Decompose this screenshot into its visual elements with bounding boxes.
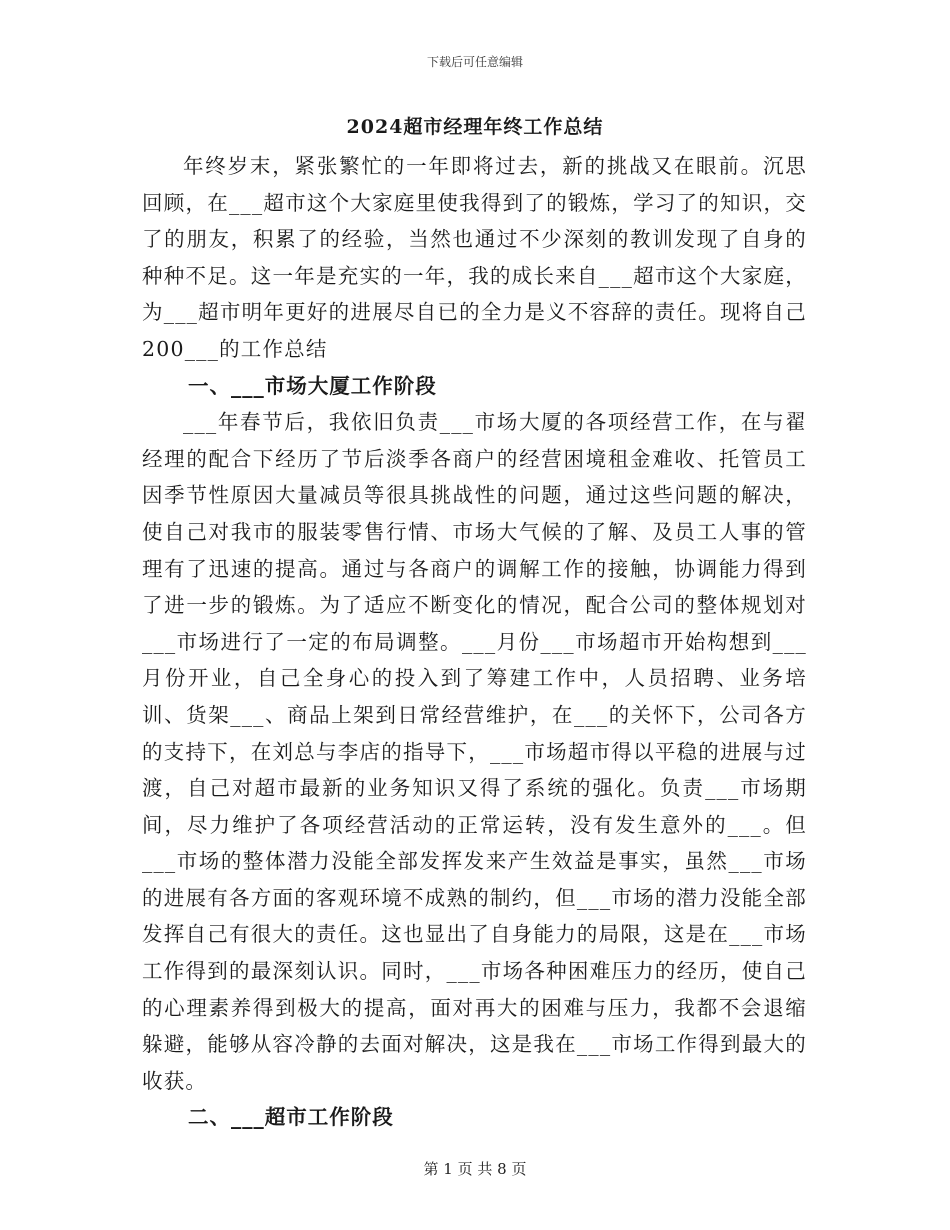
page-number-footer: 第 1 页 共 8 页: [423, 1160, 527, 1178]
section-1-paragraph: ___年春节后，我依旧负责___市场大厦的各项经营工作，在与翟经理的配合下经历了节后淡季各商户的经营困境租金难收、托管员工因季节性原因大量减员等很具挑战性的问题，通过这些问题的解决，使自己对我市的服装零售行情、市场大气候的了解、及员工人事的管理有了迅速的提高。通过与各商户的调解工作的接触，协调能力得到了进一步的锻炼。为了适应不断变化的情况，配合公司的整体规划对___市场进行了一定的布局调整。___月份___市场超市开始构想到___月份开业，自己全身心的投入到了筹建工作中，人员招聘、业务培训、货架___、商品上架到日常经营维护，在___的关怀下，公司各方的支持下，在刘总与李店的指导下，___市场超市得以平稳的进展与过渡，自己对超市最新的业务知识又得了系统的强化。负责___市场期间，尽力维护了各项经营活动的正常运转，没有发生意外的___。但___市场的整体潜力没能全部发挥发来产生效益是事实，虽然___市场的进展有各方面的客观环境不成熟的制约，但___市场的潜力没能全部发挥自己有很大的责任。这也显出了自身能力的局限，这是在___市场工作得到的最深刻认识。同时，___市场各种困难压力的经历，使自己的心理素养得到极大的提高，面对再大的困难与压力，我都不会退缩躲避，能够从容冷静的去面对解决，这是我在___市场工作得到最大的收获。: [142, 410, 807, 1093]
intro-paragraph: 年终岁末，紧张繁忙的一年即将过去，新的挑战又在眼前。沉思回顾，在___超市这个大家庭里使我得到了的锻炼，学习了的知识，交了的朋友，积累了的经验，当然也通过不少深刻的教训发现了自身的种种不足。这一年是充实的一年，我的成长来自___超市这个大家庭，为___超市明年更好的进展尽自已的全力是义不容辞的责任。现将自己200___的工作总结: [142, 154, 807, 361]
document-title: 2024超市经理年终工作总结: [346, 116, 604, 138]
section-heading-1: 一、___市场大厦工作阶段: [188, 373, 437, 398]
document-body: [142, 148, 807, 1136]
section-heading-2: 二、___超市工作阶段: [188, 1105, 394, 1130]
header-note: 下载后可任意编辑: [426, 55, 523, 69]
